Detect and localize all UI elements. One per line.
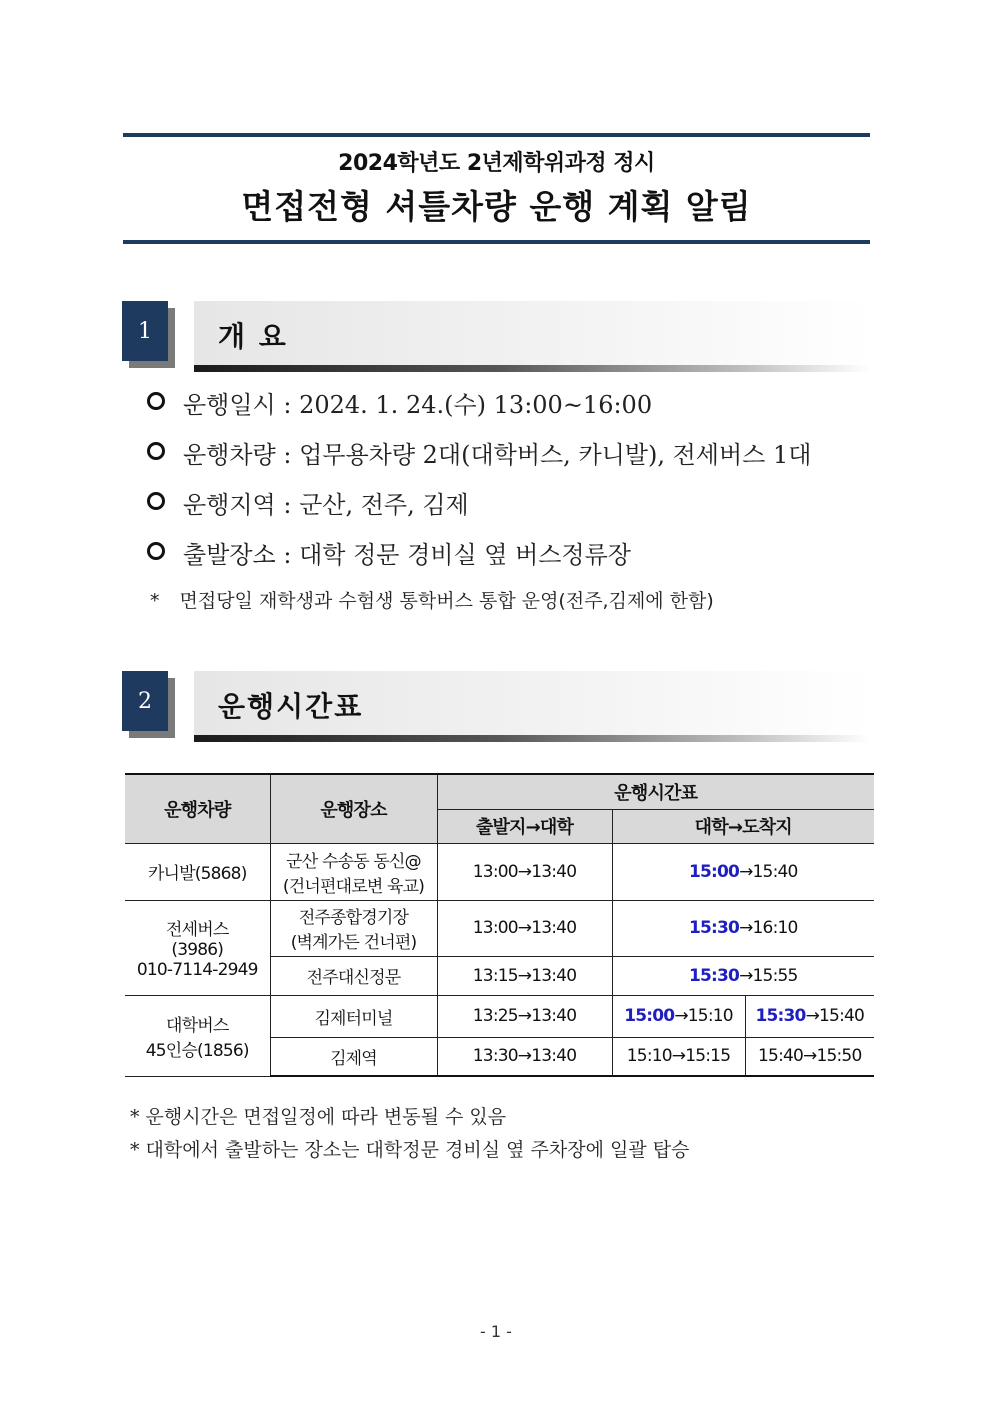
place-cell: 군산 수송동 동신@ (건너편대로변 육교) [270, 843, 437, 900]
from-univ-time-2: 15:30→15:40 [745, 995, 874, 1037]
section-2-title: 운행시간표 [218, 690, 364, 723]
vehicle-cell: 대학버스 45인승(1856) [125, 995, 270, 1076]
overview-bullet-1: 운행일시 : 2024. 1. 24.(수) 13:00~16:00 [147, 385, 652, 420]
section-1-header [122, 301, 872, 373]
header-place: 운행장소 [270, 774, 437, 843]
overview-bullet-2: 운행차량 : 업무용차량 2대(대학버스, 카니발), 전세버스 1대 [147, 435, 811, 470]
overview-bullet-3: 운행지역 : 군산, 전주, 김제 [147, 485, 469, 520]
overview-note: * 면접당일 재학생과 수험생 통학버스 통합 운영(전주,김제에 한함) [150, 590, 714, 612]
section-2-header [122, 671, 872, 743]
from-univ-time: 15:00→15:40 [612, 843, 874, 900]
section-2-number: 2 [122, 671, 168, 731]
table-row [125, 843, 874, 900]
section-1-number: 1 [122, 301, 168, 361]
title-line-1: 2024학년도 2년제학위과정 정시 [338, 151, 655, 176]
section-1-band [194, 301, 870, 365]
place-cell: 김제터미널 [270, 995, 437, 1037]
section-2-underline [194, 735, 870, 742]
to-univ-time: 13:00→13:40 [437, 843, 612, 900]
overview-bullet-4: 출발장소 : 대학 정문 경비실 옆 버스정류장 [147, 535, 631, 570]
bullet-circle-icon [147, 442, 165, 460]
title-line-2: 면접전형 셔틀차량 운행 계획 알림 [241, 187, 752, 226]
to-univ-time: 13:25→13:40 [437, 995, 612, 1037]
title-bottom-rule [123, 240, 870, 244]
table-row [125, 900, 874, 956]
from-univ-time: 15:30→15:55 [612, 956, 874, 995]
section-1-underline [194, 365, 870, 372]
footnote-1: * 운행시간은 면접일정에 따라 변동될 수 있음 [130, 1106, 507, 1128]
shuttle-timetable [125, 773, 874, 1077]
title-top-rule [123, 133, 870, 137]
table-row [125, 995, 874, 1037]
footnote-2: * 대학에서 출발하는 장소는 대학정문 경비실 옆 주차장에 일괄 탑승 [130, 1139, 690, 1161]
place-cell: 김제역 [270, 1037, 437, 1076]
place-cell: 전주종합경기장 (벽계가든 건너편) [270, 900, 437, 956]
to-univ-time: 13:15→13:40 [437, 956, 612, 995]
vehicle-cell: 전세버스 (3986) 010-7114-2949 [125, 900, 270, 995]
bullet-circle-icon [147, 492, 165, 510]
bullet-circle-icon [147, 392, 165, 410]
from-univ-time-1: 15:00→15:10 [612, 995, 745, 1037]
place-cell: 전주대신정문 [270, 956, 437, 995]
header-schedule: 운행시간표 [437, 774, 874, 809]
to-univ-time: 13:00→13:40 [437, 900, 612, 956]
from-univ-time: 15:30→16:10 [612, 900, 874, 956]
page-number: - 1 - [480, 1322, 512, 1341]
header-from-univ: 대학→도착지 [612, 809, 874, 843]
header-vehicle: 운행차량 [125, 774, 270, 843]
header-to-univ: 출발지→대학 [437, 809, 612, 843]
section-1-title: 개 요 [218, 320, 288, 353]
to-univ-time: 13:30→13:40 [437, 1037, 612, 1076]
bullet-circle-icon [147, 542, 165, 560]
note-asterisk: * [150, 590, 160, 612]
vehicle-cell: 카니발(5868) [125, 843, 270, 900]
from-univ-time-2: 15:40→15:50 [745, 1037, 874, 1076]
document-title-block [123, 133, 870, 244]
from-univ-time-1: 15:10→15:15 [612, 1037, 745, 1076]
